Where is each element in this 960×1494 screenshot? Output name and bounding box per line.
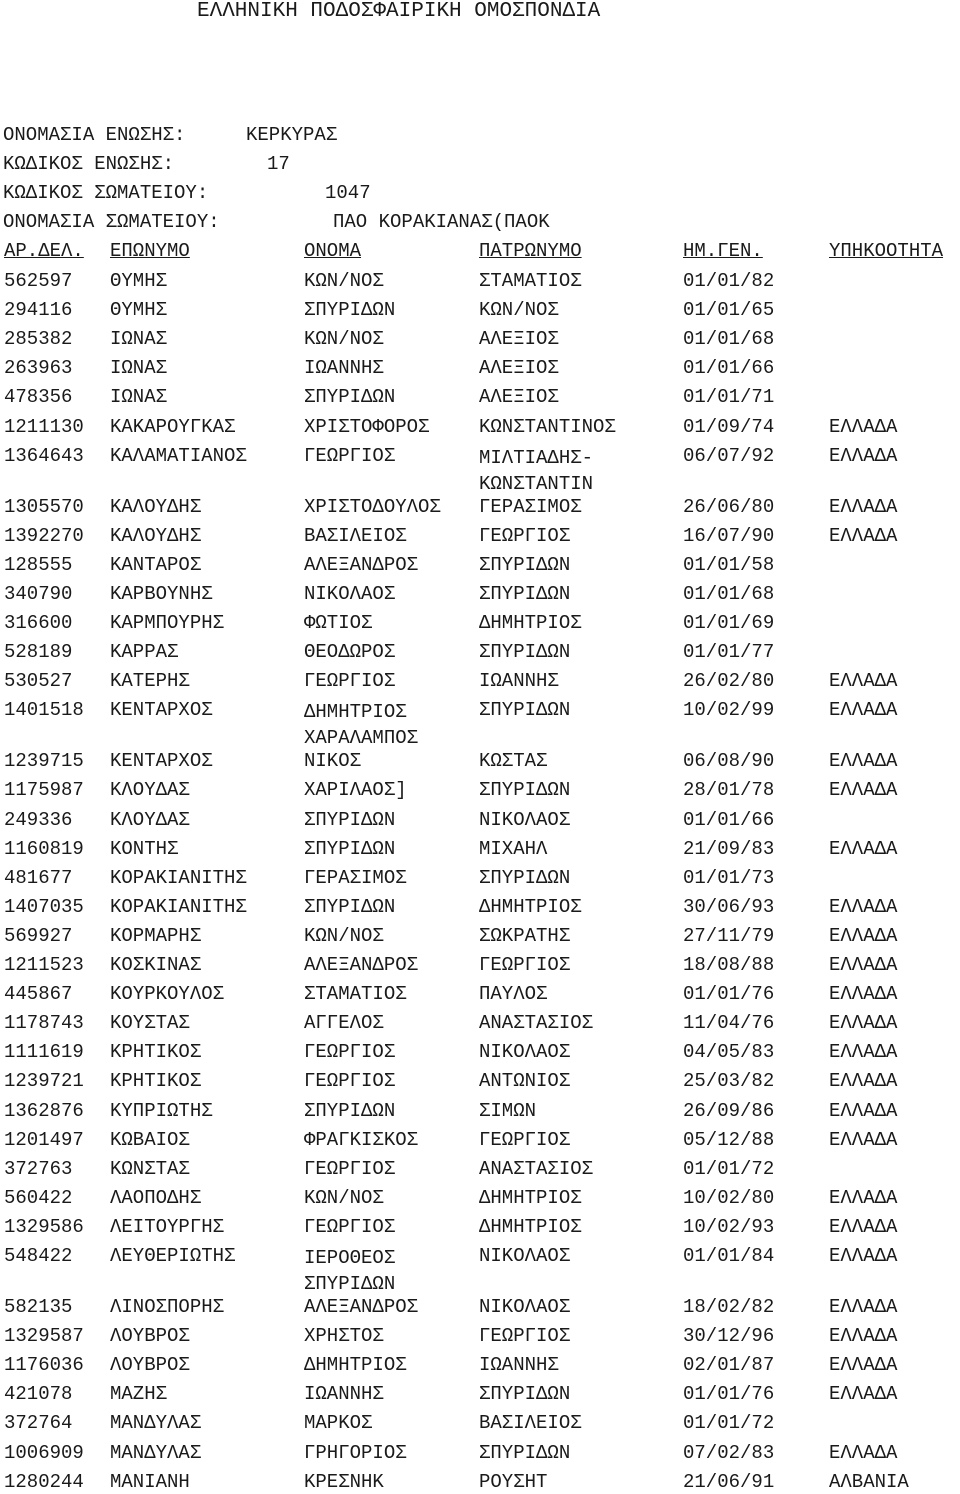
cell-birth-date: 01/01/58: [683, 553, 775, 576]
cell-player-id: 340790: [4, 582, 73, 605]
cell-birth-date: 01/01/65: [683, 299, 775, 322]
cell-surname: ΚΕΝΤΑΡΧΟΣ: [110, 699, 213, 722]
table-row: [0, 444, 960, 495]
cell-surname: ΘΥΜΗΣ: [110, 299, 168, 322]
cell-nationality: ΕΛΛΑΔΑ: [829, 779, 898, 802]
cell-first-name: ΘΕΟΔΩΡΟΣ: [304, 641, 396, 664]
cell-player-id: 1201497: [4, 1128, 84, 1151]
cell-first-name: ΙΩΑΝΝΗΣ: [304, 357, 384, 380]
table-row: [0, 896, 960, 918]
cell-birth-date: 01/01/72: [683, 1157, 775, 1180]
cell-first-name: ΑΓΓΕΛΟΣ: [304, 1012, 384, 1035]
cell-birth-date: 10/02/93: [683, 1215, 775, 1238]
table-row: [0, 1245, 960, 1295]
cell-player-id: 478356: [4, 386, 73, 409]
club-name-value: ΠΑΟ ΚΟΡΑΚΙΑΝΑΣ(ΠΑΟΚ: [333, 211, 550, 233]
cell-birth-date: 01/01/84: [683, 1245, 775, 1267]
cell-surname: ΚΟΥΣΤΑΣ: [110, 1012, 190, 1035]
cell-first-name: ΣΠΥΡΙΔΩΝ: [304, 837, 396, 860]
table-row: [0, 641, 960, 663]
cell-player-id: 1211130: [4, 415, 84, 438]
cell-first-name: ΚΡΕΣΝΗΚ: [304, 1470, 384, 1493]
table-row: [0, 867, 960, 889]
cell-first-name: ΝΙΚΟΛΑΟΣ: [304, 582, 396, 605]
cell-first-name: ΚΩΝ/ΝΟΣ: [304, 924, 384, 947]
table-row: [0, 954, 960, 976]
table-row: [0, 670, 960, 692]
cell-nationality: ΕΛΛΑΔΑ: [829, 1215, 898, 1238]
cell-player-id: 1176036: [4, 1354, 84, 1377]
cell-birth-date: 07/02/83: [683, 1441, 775, 1464]
cell-surname: ΜΑΝΔΥΛΑΣ: [110, 1412, 202, 1435]
cell-first-name: ΙΩΑΝΝΗΣ: [304, 1383, 384, 1406]
cell-nationality: ΕΛΛΑΔΑ: [829, 1186, 898, 1209]
cell-birth-date: 11/04/76: [683, 1012, 775, 1035]
cell-nationality: ΕΛΛΑΔΑ: [829, 415, 898, 438]
table-row: [0, 1412, 960, 1434]
cell-player-id: 1211523: [4, 954, 84, 976]
cell-patronymic: ΑΝΑΣΤΑΣΙΟΣ: [479, 1157, 594, 1180]
cell-surname: ΙΩΝΑΣ: [110, 386, 168, 409]
cell-surname: ΙΩΝΑΣ: [110, 328, 168, 351]
cell-patronymic: ΣΙΜΩΝ: [479, 1099, 537, 1122]
table-row: [0, 925, 960, 947]
cell-nationality: ΕΛΛΑΔΑ: [829, 1245, 898, 1267]
cell-surname: ΚΟΣΚΙΝΑΣ: [110, 954, 202, 976]
cell-patronymic: ΔΗΜΗΤΡΙΟΣ: [479, 612, 582, 634]
cell-player-id: 1305570: [4, 495, 84, 518]
table-row: [0, 1012, 960, 1034]
cell-surname: ΚΟΥΡΚΟΥΛΟΣ: [110, 983, 225, 1006]
cell-patronymic: ΓΕΩΡΓΙΟΣ: [479, 954, 571, 976]
cell-surname: ΚΡΗΤΙΚΟΣ: [110, 1070, 202, 1093]
cell-nationality: ΕΛΛΑΔΑ: [829, 750, 898, 773]
cell-patronymic: ΣΠΥΡΙΔΩΝ: [479, 1441, 571, 1464]
cell-birth-date: 01/01/71: [683, 386, 775, 409]
cell-nationality: ΕΛΛΑΔΑ: [829, 495, 898, 518]
cell-surname: ΚΕΝΤΑΡΧΟΣ: [110, 750, 213, 773]
cell-surname: ΚΥΠΡΙΩΤΗΣ: [110, 1099, 213, 1122]
cell-player-id: 1407035: [4, 895, 84, 918]
cell-birth-date: 01/01/66: [683, 808, 775, 831]
cell-nationality: ΕΛΛΑΔΑ: [829, 699, 898, 722]
cell-patronymic: ΠΑΥΛΟΣ: [479, 983, 548, 1006]
cell-patronymic: ΣΠΥΡΙΔΩΝ: [479, 641, 571, 664]
cell-first-name: ΣΤΑΜΑΤΙΟΣ: [304, 983, 407, 1006]
cell-first-name: ΧΡΙΣΤΟΔΟΥΛΟΣ: [304, 495, 441, 518]
cell-surname: ΚΑΤΕΡΗΣ: [110, 670, 190, 693]
club-code-value: 1047: [325, 182, 371, 204]
cell-surname: ΚΩΝΣΤΑΣ: [110, 1157, 190, 1180]
cell-patronymic: ΡΟΥΣΗΤ: [479, 1470, 548, 1493]
table-row: [0, 1100, 960, 1122]
column-header-id: ΑΡ.ΔΕΛ.: [4, 240, 84, 262]
cell-birth-date: 01/09/74: [683, 415, 775, 438]
cell-patronymic: ΑΝΤΩΝΙΟΣ: [479, 1070, 571, 1093]
cell-patronymic: ΓΕΩΡΓΙΟΣ: [479, 1128, 571, 1151]
cell-patronymic: ΓΕΩΡΓΙΟΣ: [479, 524, 571, 547]
cell-nationality: ΕΛΛΑΔΑ: [829, 954, 898, 976]
cell-patronymic: ΓΕΩΡΓΙΟΣ: [479, 1325, 571, 1348]
cell-player-id: 569927: [4, 924, 73, 947]
cell-patronymic: ΚΩΝΣΤΑΝΤΙΝΟΣ: [479, 415, 616, 438]
cell-patronymic: ΙΩΑΝΝΗΣ: [479, 670, 559, 693]
cell-nationality: ΕΛΛΑΔΑ: [829, 524, 898, 547]
cell-surname: ΚΑΡΡΑΣ: [110, 641, 179, 664]
cell-surname: ΛΕΙΤΟΥΡΓΗΣ: [110, 1215, 225, 1238]
cell-player-id: 1392270: [4, 524, 84, 547]
cell-first-name: ΧΡΙΣΤΟΦΟΡΟΣ: [304, 415, 430, 438]
cell-birth-date: 01/01/72: [683, 1412, 775, 1435]
cell-first-name: ΧΑΡΙΛΑΟΣ]: [304, 779, 407, 802]
cell-player-id: 582135: [4, 1296, 73, 1318]
cell-surname: ΚΑΛΟΥΔΗΣ: [110, 495, 202, 518]
table-row: [0, 1158, 960, 1180]
cell-patronymic: ΒΑΣΙΛΕΙΟΣ: [479, 1412, 582, 1435]
cell-first-name: ΓΕΩΡΓΙΟΣ: [304, 1070, 396, 1093]
cell-surname: ΚΟΡΑΚΙΑΝΙΤΗΣ: [110, 866, 247, 889]
table-row: [0, 1187, 960, 1209]
cell-first-name: ΣΠΥΡΙΔΩΝ: [304, 386, 396, 409]
table-row: [0, 1383, 960, 1405]
cell-nationality: ΕΛΛΑΔΑ: [829, 1354, 898, 1377]
table-row: [0, 357, 960, 379]
cell-player-id: 1239715: [4, 750, 84, 773]
cell-player-id: 528189: [4, 641, 73, 664]
cell-surname: ΚΟΡΜΑΡΗΣ: [110, 924, 202, 947]
cell-player-id: 548422: [4, 1245, 73, 1267]
cell-patronymic: ΑΛΕΞΙΟΣ: [479, 357, 559, 380]
table-row: [0, 1442, 960, 1464]
table-row: [0, 1471, 960, 1493]
cell-birth-date: 06/08/90: [683, 750, 775, 773]
cell-first-name: ΧΡΗΣΤΟΣ: [304, 1325, 384, 1348]
cell-birth-date: 01/01/77: [683, 641, 775, 664]
table-row: [0, 554, 960, 576]
union-name-label: ΟΝΟΜΑΣΙΑ ΕΝΩΣΗΣ:: [3, 124, 186, 146]
cell-nationality: ΕΛΛΑΔΑ: [829, 1041, 898, 1064]
cell-nationality: ΕΛΛΑΔΑ: [829, 1383, 898, 1406]
cell-player-id: 1111619: [4, 1041, 84, 1064]
cell-patronymic: ΝΙΚΟΛΑΟΣ: [479, 1296, 571, 1318]
cell-patronymic: ΣΠΥΡΙΔΩΝ: [479, 699, 571, 722]
cell-nationality: ΕΛΛΑΔΑ: [829, 924, 898, 947]
cell-player-id: 372763: [4, 1157, 73, 1180]
cell-surname: ΛΕΥΘΕΡΙΩΤΗΣ: [110, 1245, 236, 1267]
cell-surname: ΚΟΝΤΗΣ: [110, 837, 179, 860]
cell-patronymic: ΔΗΜΗΤΡΙΟΣ: [479, 1215, 582, 1238]
cell-patronymic: ΣΤΑΜΑΤΙΟΣ: [479, 270, 582, 292]
cell-birth-date: 01/01/69: [683, 612, 775, 634]
cell-player-id: 1329587: [4, 1325, 84, 1348]
cell-nationality: ΕΛΛΑΔΑ: [829, 670, 898, 693]
cell-birth-date: 04/05/83: [683, 1041, 775, 1064]
cell-surname: ΚΛΟΥΔΑΣ: [110, 779, 190, 802]
cell-first-name: ΣΠΥΡΙΔΩΝ: [304, 1099, 396, 1122]
cell-first-name: ΑΛΕΞΑΝΔΡΟΣ: [304, 553, 419, 576]
cell-nationality: ΕΛΛΑΔΑ: [829, 1070, 898, 1093]
union-name-value: ΚΕΡΚΥΡΑΣ: [246, 124, 338, 146]
table-row: [0, 699, 960, 750]
cell-surname: ΚΑΚΑΡΟΥΓΚΑΣ: [110, 415, 236, 438]
table-row: [0, 1296, 960, 1318]
cell-surname: ΚΟΡΑΚΙΑΝΙΤΗΣ: [110, 895, 247, 918]
column-header-birthdate: ΗΜ.ΓΕΝ.: [683, 240, 763, 262]
cell-birth-date: 01/01/66: [683, 357, 775, 380]
cell-surname: ΜΑΖΗΣ: [110, 1383, 168, 1406]
cell-first-name: ΓΕΩΡΓΙΟΣ: [304, 444, 396, 467]
cell-surname: ΚΛΟΥΔΑΣ: [110, 808, 190, 831]
table-row: [0, 1129, 960, 1151]
cell-first-name: ΑΛΕΞΑΝΔΡΟΣ: [304, 954, 419, 976]
cell-first-name: ΔΗΜΗΤΡΙΟΣ ΧΑΡΑΛΑΜΠΟΣ: [304, 701, 419, 750]
cell-birth-date: 30/12/96: [683, 1325, 775, 1348]
cell-nationality: ΕΛΛΑΔΑ: [829, 1012, 898, 1035]
cell-first-name: ΣΠΥΡΙΔΩΝ: [304, 299, 396, 322]
cell-player-id: 1362876: [4, 1099, 84, 1122]
cell-player-id: 530527: [4, 670, 73, 693]
cell-first-name: ΒΑΣΙΛΕΙΟΣ: [304, 524, 407, 547]
cell-surname: ΜΑΝΔΥΛΑΣ: [110, 1441, 202, 1464]
cell-patronymic: ΝΙΚΟΛΑΟΣ: [479, 1245, 571, 1267]
cell-player-id: 560422: [4, 1186, 73, 1209]
table-row: [0, 270, 960, 292]
cell-player-id: 128555: [4, 553, 73, 576]
cell-first-name: ΣΠΥΡΙΔΩΝ: [304, 895, 396, 918]
cell-patronymic: ΣΩΚΡΑΤΗΣ: [479, 924, 571, 947]
table-row: [0, 612, 960, 634]
cell-birth-date: 06/07/92: [683, 444, 775, 467]
table-row: [0, 386, 960, 408]
cell-player-id: 372764: [4, 1412, 73, 1435]
cell-first-name: ΔΗΜΗΤΡΙΟΣ: [304, 1354, 407, 1377]
cell-surname: ΘΥΜΗΣ: [110, 270, 168, 292]
table-row: [0, 983, 960, 1005]
cell-surname: ΙΩΝΑΣ: [110, 357, 168, 380]
cell-patronymic: ΣΠΥΡΙΔΩΝ: [479, 582, 571, 605]
cell-patronymic: ΑΝΑΣΤΑΣΙΟΣ: [479, 1012, 594, 1035]
cell-nationality: ΕΛΛΑΔΑ: [829, 1128, 898, 1151]
column-header-patronymic: ΠΑΤΡΩΝΥΜΟ: [479, 240, 582, 262]
table-row: [0, 299, 960, 321]
cell-player-id: 1329586: [4, 1215, 84, 1238]
cell-birth-date: 10/02/80: [683, 1186, 775, 1209]
table-row: [0, 838, 960, 860]
cell-birth-date: 18/02/82: [683, 1296, 775, 1318]
cell-nationality: ΕΛΛΑΔΑ: [829, 837, 898, 860]
cell-first-name: ΓΕΩΡΓΙΟΣ: [304, 1041, 396, 1064]
cell-patronymic: ΜΙΧΑΗΛ: [479, 837, 548, 860]
cell-nationality: ΕΛΛΑΔΑ: [829, 1099, 898, 1122]
table-row: [0, 1070, 960, 1092]
cell-patronymic: ΙΩΑΝΝΗΣ: [479, 1354, 559, 1377]
cell-player-id: 285382: [4, 328, 73, 351]
cell-nationality: ΕΛΛΑΔΑ: [829, 1441, 898, 1464]
union-code-label: ΚΩΔΙΚΟΣ ΕΝΩΣΗΣ:: [3, 153, 175, 175]
cell-birth-date: 26/09/86: [683, 1099, 775, 1122]
cell-birth-date: 02/01/87: [683, 1354, 775, 1377]
cell-player-id: 421078: [4, 1383, 73, 1406]
cell-first-name: ΓΕΩΡΓΙΟΣ: [304, 1215, 396, 1238]
cell-birth-date: 21/06/91: [683, 1470, 775, 1493]
cell-birth-date: 26/02/80: [683, 670, 775, 693]
cell-patronymic: ΚΩΝ/ΝΟΣ: [479, 299, 559, 322]
cell-player-id: 1401518: [4, 699, 84, 722]
cell-first-name: ΚΩΝ/ΝΟΣ: [304, 1186, 384, 1209]
cell-surname: ΚΑΡΜΠΟΥΡΗΣ: [110, 612, 225, 634]
cell-surname: ΛΟΥΒΡΟΣ: [110, 1325, 190, 1348]
cell-surname: ΚΑΛΑΜΑΤΙΑΝΟΣ: [110, 444, 247, 467]
cell-surname: ΚΑΛΟΥΔΗΣ: [110, 524, 202, 547]
column-header-name: ΟΝΟΜΑ: [304, 240, 362, 262]
table-row: [0, 328, 960, 350]
cell-first-name: ΙΕΡΟΘΕΟΣ ΣΠΥΡΙΔΩΝ: [304, 1247, 396, 1295]
cell-birth-date: 16/07/90: [683, 524, 775, 547]
cell-patronymic: ΔΗΜΗΤΡΙΟΣ: [479, 1186, 582, 1209]
cell-first-name: ΓΡΗΓΟΡΙΟΣ: [304, 1441, 407, 1464]
table-row: [0, 583, 960, 605]
document-title: ΕΛΛΗΝΙΚΗ ΠΟΔΟΣΦΑΙΡΙΚΗ ΟΜΟΣΠΟΝΔΙΑ: [197, 0, 601, 23]
cell-birth-date: 26/06/80: [683, 495, 775, 518]
cell-patronymic: ΚΩΣΤΑΣ: [479, 750, 548, 773]
cell-first-name: ΓΕΩΡΓΙΟΣ: [304, 670, 396, 693]
cell-birth-date: 01/01/82: [683, 270, 775, 292]
cell-surname: ΚΑΝΤΑΡΟΣ: [110, 553, 202, 576]
club-code-label: ΚΩΔΙΚΟΣ ΣΩΜΑΤΕΙΟΥ:: [3, 182, 209, 204]
cell-birth-date: 01/01/73: [683, 866, 775, 889]
cell-patronymic: ΣΠΥΡΙΔΩΝ: [479, 779, 571, 802]
cell-birth-date: 01/01/68: [683, 582, 775, 605]
cell-nationality: ΕΛΛΑΔΑ: [829, 983, 898, 1006]
cell-nationality: ΕΛΛΑΔΑ: [829, 444, 898, 467]
cell-nationality: ΕΛΛΑΔΑ: [829, 895, 898, 918]
cell-nationality: ΕΛΛΑΔΑ: [829, 1296, 898, 1318]
table-row: [0, 496, 960, 518]
cell-patronymic: ΣΠΥΡΙΔΩΝ: [479, 866, 571, 889]
cell-surname: ΛΟΥΒΡΟΣ: [110, 1354, 190, 1377]
table-row: [0, 1216, 960, 1238]
cell-birth-date: 28/01/78: [683, 779, 775, 802]
table-row: [0, 779, 960, 801]
club-name-label: ΟΝΟΜΑΣΙΑ ΣΩΜΑΤΕΙΟΥ:: [3, 211, 220, 233]
cell-birth-date: 25/03/82: [683, 1070, 775, 1093]
cell-patronymic: ΝΙΚΟΛΑΟΣ: [479, 808, 571, 831]
table-row: [0, 1041, 960, 1063]
cell-first-name: ΚΩΝ/ΝΟΣ: [304, 270, 384, 292]
cell-nationality: ΑΛΒΑΝΙΑ: [829, 1470, 909, 1493]
cell-birth-date: 01/01/76: [683, 1383, 775, 1406]
cell-player-id: 294116: [4, 299, 73, 322]
cell-player-id: 445867: [4, 983, 73, 1006]
cell-first-name: ΚΩΝ/ΝΟΣ: [304, 328, 384, 351]
cell-birth-date: 27/11/79: [683, 924, 775, 947]
cell-player-id: 1178743: [4, 1012, 84, 1035]
cell-player-id: 1175987: [4, 779, 84, 802]
cell-player-id: 316600: [4, 612, 73, 634]
cell-player-id: 1280244: [4, 1470, 84, 1493]
cell-birth-date: 10/02/99: [683, 699, 775, 722]
cell-first-name: ΦΩΤΙΟΣ: [304, 612, 373, 634]
cell-birth-date: 01/01/76: [683, 983, 775, 1006]
table-row: [0, 750, 960, 772]
table-row: [0, 416, 960, 438]
cell-first-name: ΝΙΚΟΣ: [304, 750, 362, 773]
cell-first-name: ΓΕΡΑΣΙΜΟΣ: [304, 866, 407, 889]
cell-player-id: 1239721: [4, 1070, 84, 1093]
cell-birth-date: 30/06/93: [683, 895, 775, 918]
cell-nationality: ΕΛΛΑΔΑ: [829, 1325, 898, 1348]
cell-player-id: 1006909: [4, 1441, 84, 1464]
cell-player-id: 562597: [4, 270, 73, 292]
cell-birth-date: 01/01/68: [683, 328, 775, 351]
cell-patronymic: ΔΗΜΗΤΡΙΟΣ: [479, 895, 582, 918]
column-header-surname: ΕΠΩΝΥΜΟ: [110, 240, 190, 262]
cell-patronymic: ΝΙΚΟΛΑΟΣ: [479, 1041, 571, 1064]
cell-patronymic: ΑΛΕΞΙΟΣ: [479, 328, 559, 351]
cell-player-id: 1364643: [4, 444, 84, 467]
cell-surname: ΛΙΝΟΣΠΟΡΗΣ: [110, 1296, 225, 1318]
cell-first-name: ΜΑΡΚΟΣ: [304, 1412, 373, 1435]
cell-player-id: 263963: [4, 357, 73, 380]
cell-first-name: ΦΡΑΓΚΙΣΚΟΣ: [304, 1128, 419, 1151]
cell-first-name: ΓΕΩΡΓΙΟΣ: [304, 1157, 396, 1180]
table-row: [0, 809, 960, 831]
table-row: [0, 1354, 960, 1376]
cell-birth-date: 18/08/88: [683, 954, 775, 976]
union-code-value: 17: [267, 153, 290, 175]
table-row: [0, 1325, 960, 1347]
cell-patronymic: ΣΠΥΡΙΔΩΝ: [479, 1383, 571, 1406]
cell-player-id: 249336: [4, 808, 73, 831]
cell-surname: ΚΩΒΑΙΟΣ: [110, 1128, 190, 1151]
cell-first-name: ΑΛΕΞΑΝΔΡΟΣ: [304, 1296, 419, 1318]
cell-surname: ΚΑΡΒΟΥΝΗΣ: [110, 582, 213, 605]
cell-patronymic: ΑΛΕΞΙΟΣ: [479, 386, 559, 409]
cell-surname: ΛΑΟΠΟΔΗΣ: [110, 1186, 202, 1209]
cell-patronymic: ΜΙΛΤΙΑΔΗΣ- ΚΩΝΣΤΑΝΤΙΝ: [479, 446, 594, 495]
cell-player-id: 1160819: [4, 837, 84, 860]
cell-birth-date: 05/12/88: [683, 1128, 775, 1151]
cell-patronymic: ΓΕΡΑΣΙΜΟΣ: [479, 495, 582, 518]
cell-birth-date: 21/09/83: [683, 837, 775, 860]
cell-patronymic: ΣΠΥΡΙΔΩΝ: [479, 553, 571, 576]
cell-surname: ΜΑΝΙΑΝΗ: [110, 1470, 190, 1493]
cell-first-name: ΣΠΥΡΙΔΩΝ: [304, 808, 396, 831]
column-header-nationality: ΥΠΗΚΟΟΤΗΤΑ: [829, 240, 944, 262]
cell-surname: ΚΡΗΤΙΚΟΣ: [110, 1041, 202, 1064]
table-row: [0, 525, 960, 547]
cell-player-id: 481677: [4, 866, 73, 889]
